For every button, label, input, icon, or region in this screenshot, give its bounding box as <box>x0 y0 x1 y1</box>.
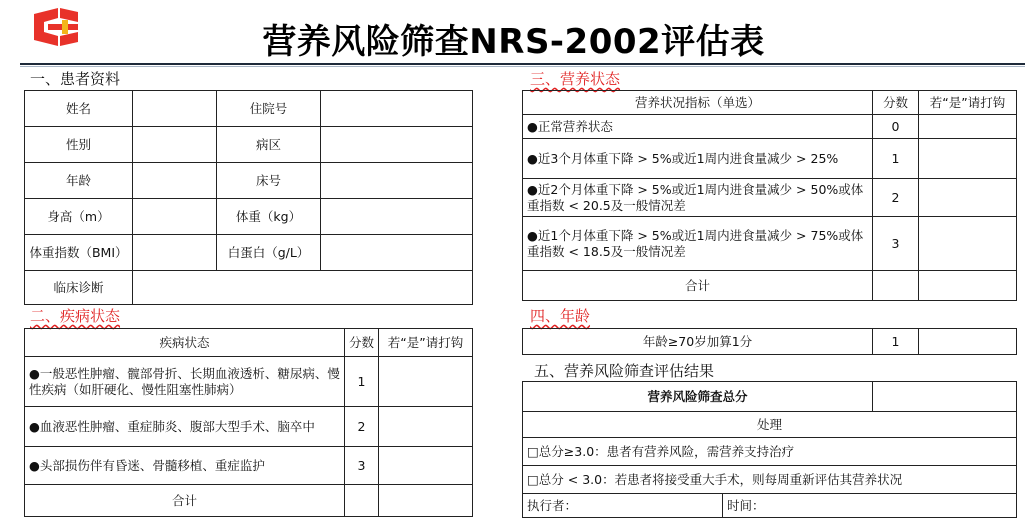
label-age: 年龄 <box>25 163 133 199</box>
nutrition-check-cell[interactable] <box>919 139 1017 179</box>
value-albumin[interactable] <box>321 235 473 271</box>
disease-score: 3 <box>345 447 379 485</box>
title-divider-shadow <box>20 66 1025 67</box>
table-header-row <box>523 91 1017 115</box>
label-albumin: 白蛋白（g/L） <box>217 235 321 271</box>
label-ward: 病区 <box>217 127 321 163</box>
nutrition-status-table <box>522 90 1017 301</box>
table-row <box>25 199 473 235</box>
age-table <box>522 328 1017 355</box>
label-bmi: 体重指数（BMI） <box>25 235 133 271</box>
nutrition-criterion: ●近1个月体重下降 > 5%或近1周内进食量减少 > 75%或体重指数 < 18.5及一般情况差 <box>523 217 873 271</box>
table-row <box>25 91 473 127</box>
disease-total-check[interactable] <box>379 485 473 517</box>
table-row <box>523 271 1017 301</box>
label-bed: 床号 <box>217 163 321 199</box>
table-row <box>25 127 473 163</box>
col-header-check: 若“是”请打钩 <box>919 91 1017 115</box>
nutrition-score: 2 <box>873 179 919 217</box>
table-row <box>523 115 1017 139</box>
table-row <box>523 494 1017 518</box>
section-heading-patient-info: 一、患者资料 <box>30 70 121 88</box>
disease-criterion: ●一般恶性肿瘤、髋部骨折、长期血液透析、糖尿病、慢性疾病（如肝硬化、慢性阻塞性肺病） <box>25 357 345 407</box>
table-row <box>523 139 1017 179</box>
label-diagnosis: 临床诊断 <box>25 271 133 305</box>
disease-check-cell[interactable] <box>379 357 473 407</box>
table-header-row <box>25 329 473 357</box>
table-row <box>523 179 1017 217</box>
title-divider <box>20 63 1025 65</box>
disease-total-label: 合计 <box>25 485 345 517</box>
col-header-nutrition: 营养状况指标（单选） <box>523 91 873 115</box>
section-heading-nutrition: 三、营养状态 <box>530 70 621 88</box>
patient-info-table <box>24 90 473 305</box>
section-heading-disease: 二、疾病状态 <box>30 307 121 325</box>
disease-score: 2 <box>345 407 379 447</box>
nutrition-check-cell[interactable] <box>919 115 1017 139</box>
age-score: 1 <box>873 329 919 355</box>
nutrition-check-cell[interactable] <box>919 217 1017 271</box>
value-weight[interactable] <box>321 199 473 235</box>
nutrition-total-score[interactable] <box>873 271 919 301</box>
col-header-score: 分数 <box>345 329 379 357</box>
nutrition-total-check[interactable] <box>919 271 1017 301</box>
time-label: 时间： <box>723 494 1017 518</box>
table-row <box>523 466 1017 494</box>
table-row <box>523 438 1017 466</box>
disease-criterion: ●血液恶性肿瘤、重症肺炎、腹部大型手术、脑卒中 <box>25 407 345 447</box>
value-bed[interactable] <box>321 163 473 199</box>
nutrition-total-label: 合计 <box>523 271 873 301</box>
label-height: 身高（m） <box>25 199 133 235</box>
label-admission-no: 住院号 <box>217 91 321 127</box>
disease-total-score[interactable] <box>345 485 379 517</box>
nutrition-score: 1 <box>873 139 919 179</box>
value-bmi[interactable] <box>133 235 217 271</box>
age-check-cell[interactable] <box>919 329 1017 355</box>
col-header-score: 分数 <box>873 91 919 115</box>
value-age[interactable] <box>133 163 217 199</box>
section-heading-age: 四、年龄 <box>530 307 591 325</box>
disease-status-table <box>24 328 473 517</box>
label-sex: 性别 <box>25 127 133 163</box>
disease-check-cell[interactable] <box>379 407 473 447</box>
table-row <box>25 235 473 271</box>
disease-score: 1 <box>345 357 379 407</box>
treatment-option-reassess[interactable]: □总分 < 3.0：若患者将接受重大手术，则每周重新评估其营养状况 <box>523 466 1017 494</box>
table-row <box>25 485 473 517</box>
page-title: 营养风险筛查NRS-2002评估表 <box>262 22 765 62</box>
label-name: 姓名 <box>25 91 133 127</box>
nutrition-score: 0 <box>873 115 919 139</box>
nutrition-criterion: ●正常营养状态 <box>523 115 873 139</box>
value-height[interactable] <box>133 199 217 235</box>
col-header-disease: 疾病状态 <box>25 329 345 357</box>
age-criterion: 年龄≥70岁加算1分 <box>523 329 873 355</box>
executor-label: 执行者： <box>523 494 723 518</box>
nutrition-check-cell[interactable] <box>919 179 1017 217</box>
treatment-option-risk[interactable]: □总分≥3.0：患者有营养风险，需营养支持治疗 <box>523 438 1017 466</box>
value-admission-no[interactable] <box>321 91 473 127</box>
nutrition-criterion: ●近3个月体重下降 > 5%或近1周内进食量减少 > 25% <box>523 139 873 179</box>
table-row <box>25 407 473 447</box>
value-diagnosis[interactable] <box>133 271 473 305</box>
disease-criterion: ●头部损伤伴有昏迷、骨髓移植、重症监护 <box>25 447 345 485</box>
table-row <box>523 329 1017 355</box>
section-heading-result: 五、营养风险筛查评估结果 <box>534 362 715 380</box>
value-name[interactable] <box>133 91 217 127</box>
nutrition-criterion: ●近2个月体重下降 > 5%或近1周内进食量减少 > 50%或体重指数 < 20.5及一般情况差 <box>523 179 873 217</box>
value-sex[interactable] <box>133 127 217 163</box>
table-row <box>25 357 473 407</box>
disease-check-cell[interactable] <box>379 447 473 485</box>
table-row <box>523 382 1017 412</box>
col-header-check: 若“是”请打钩 <box>379 329 473 357</box>
table-row <box>25 447 473 485</box>
total-score-label: 营养风险筛查总分 <box>523 382 873 412</box>
result-table <box>522 381 1017 518</box>
value-ward[interactable] <box>321 127 473 163</box>
table-row <box>523 412 1017 438</box>
nutrition-score: 3 <box>873 217 919 271</box>
label-weight: 体重（kg） <box>217 199 321 235</box>
treatment-label: 处理 <box>523 412 1017 438</box>
total-score-value[interactable] <box>873 382 1017 412</box>
table-row <box>25 163 473 199</box>
table-row <box>523 217 1017 271</box>
table-row <box>25 271 473 305</box>
